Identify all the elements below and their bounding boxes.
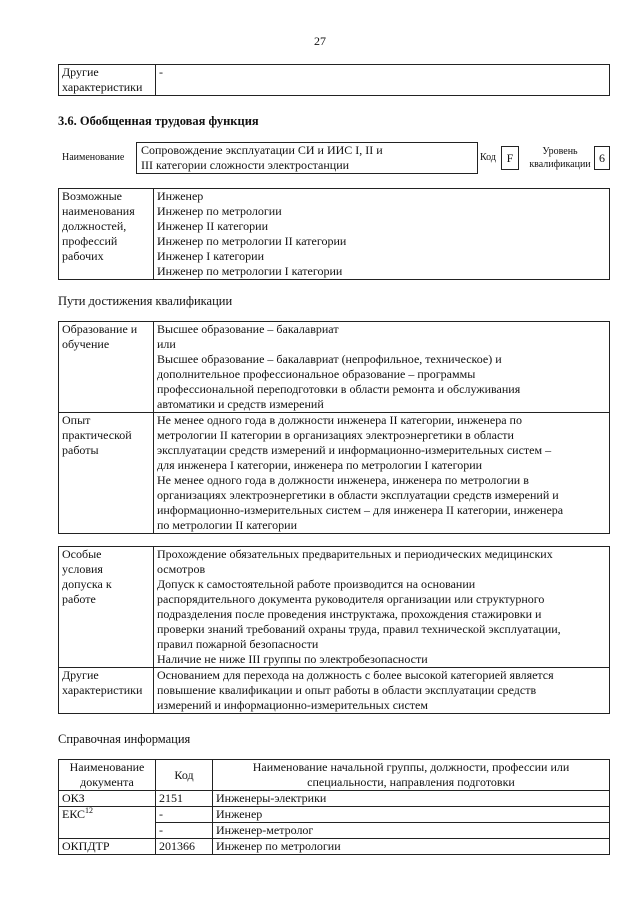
paths-line: дополнительное профессиональное образование – программы (157, 367, 476, 381)
reference-header-code: Код (156, 760, 213, 791)
reference-name-cell: Инженеры-электрики (213, 791, 610, 807)
reference-name-cell: Инженер-метролог (213, 823, 610, 839)
position-item: Инженер II категории (157, 219, 268, 233)
reference-code-cell: - (156, 807, 213, 823)
paths-line: по метрологии II категории (157, 518, 298, 532)
position-item: Инженер по метрологии I категории (157, 264, 343, 278)
reference-name-cell: Инженер по метрологии (213, 839, 610, 855)
reference-title: Справочная информация (58, 732, 191, 746)
level-label (528, 145, 592, 171)
level-label-line-1: Уровень (542, 146, 578, 157)
paths-value-cell (154, 413, 610, 534)
conditions-table (58, 546, 610, 714)
top-label-cell (59, 65, 156, 96)
reference-header-row (59, 760, 610, 791)
top-label-line-1: Другие (62, 65, 99, 79)
paths-line: автоматики и средств измерений (157, 397, 324, 411)
paths-line: организациях электроэнергетики в области эксплуатации средств измерений и (157, 488, 559, 502)
paths-line: профессиональной переподготовки в области ремонта и обслуживания (157, 382, 521, 396)
positions-list-cell (154, 189, 610, 280)
paths-label-line: Опыт (62, 413, 91, 427)
paths-line: Высшее образование – бакалавриат (непрофильное, техническое) и (157, 352, 502, 366)
name-label: Наименование (62, 152, 125, 163)
paths-label-line: обучение (62, 337, 110, 351)
reference-doc-text: ЕКС (62, 807, 86, 821)
reference-code-cell: 201366 (156, 839, 213, 855)
conditions-line: подразделения после проведения инструктажа, прохождения стажировки и (157, 607, 542, 621)
code-label: Код (480, 152, 496, 163)
reference-table (58, 759, 610, 855)
conditions-label-line: Другие (62, 668, 99, 682)
conditions-line: измерений и информационно-измерительных систем (157, 698, 428, 712)
reference-doc-cell: ОКЗ (59, 791, 156, 807)
paths-line: эксплуатации средств измерений и информационно-измерительных систем – (157, 443, 552, 457)
paths-line: Не менее одного года в должности инженера, инженера по метрологии в (157, 473, 529, 487)
page-number: 27 (314, 34, 326, 48)
paths-row-education (59, 322, 610, 413)
paths-line: для инженера I категории, инженера по метрологии I категории (157, 458, 483, 472)
paths-line: информационно-измерительных систем – для инженера II категории, инженера (157, 503, 564, 517)
paths-label-cell (59, 322, 154, 413)
conditions-label-line: Особые (62, 547, 102, 561)
paths-label-cell (59, 413, 154, 534)
top-characteristics-table (58, 64, 610, 96)
conditions-value-cell (154, 668, 610, 714)
paths-label-line: работы (62, 443, 99, 457)
positions-label-line: наименования (62, 204, 135, 218)
paths-table (58, 321, 610, 534)
positions-table (58, 188, 610, 280)
conditions-label-line: допуска к (62, 577, 112, 591)
conditions-row-other (59, 668, 610, 714)
conditions-label-cell (59, 668, 154, 714)
top-label-line-2: характеристики (62, 80, 143, 94)
position-item: Инженер по метрологии II категории (157, 234, 347, 248)
level-label-line-2: квалификации (529, 159, 591, 170)
reference-header-name (213, 760, 610, 791)
conditions-line: Прохождение обязательных предварительных и периодических медицинских (157, 547, 553, 561)
reference-doc-cell: ОКПДТР (59, 839, 156, 855)
top-value-cell: - (156, 65, 610, 96)
reference-code-cell: - (156, 823, 213, 839)
positions-label-line: должностей, (62, 219, 127, 233)
paths-line: или (157, 337, 176, 351)
conditions-value-cell (154, 547, 610, 668)
function-name-box (136, 142, 478, 174)
paths-title: Пути достижения квалификации (58, 294, 233, 308)
conditions-line: Наличие не ниже III группы по электробезопасности (157, 652, 428, 666)
paths-line: метрологии II категории в организациях электроэнергетики в области (157, 428, 514, 442)
position-item: Инженер по метрологии (157, 204, 282, 218)
reference-header-doc (59, 760, 156, 791)
reference-header-doc-line: Наименование (69, 760, 145, 774)
positions-label-cell (59, 189, 154, 280)
conditions-label-line: характеристики (62, 683, 143, 697)
reference-row (59, 807, 610, 823)
reference-header-name-line: специальности, направления подготовки (307, 775, 515, 789)
conditions-label-line: условия (62, 562, 103, 576)
paths-label-line: Образование и (62, 322, 138, 336)
positions-label-line: рабочих (62, 249, 104, 263)
function-name-line-2: III категории сложности электростанции (141, 158, 350, 172)
paths-line: Не менее одного года в должности инженера II категории, инженера по (157, 413, 522, 427)
position-item: Инженер I категории (157, 249, 264, 263)
paths-label-line: практической (62, 428, 132, 442)
level-value-box: 6 (594, 146, 610, 170)
position-item: Инженер (157, 189, 204, 203)
section-title: 3.6. Обобщенная трудовая функция (58, 114, 259, 128)
conditions-line: Допуск к самостоятельной работе производится на основании (157, 577, 476, 591)
reference-doc-cell (59, 807, 156, 839)
conditions-line: проверки знаний требований охраны труда, правил технической эксплуатации, (157, 622, 561, 636)
conditions-line: осмотров (157, 562, 206, 576)
reference-name-cell: Инженер (213, 807, 610, 823)
paths-line: Высшее образование – бакалавриат (157, 322, 339, 336)
conditions-row-admission (59, 547, 610, 668)
conditions-line: Основанием для перехода на должность с более высокой категорией является (157, 668, 554, 682)
positions-label-line: Возможные (62, 189, 122, 203)
reference-header-doc-line: документа (80, 775, 134, 789)
paths-row-experience (59, 413, 610, 534)
conditions-label-line: работе (62, 592, 96, 606)
reference-row (59, 839, 610, 855)
reference-row (59, 791, 610, 807)
code-value-box: F (501, 146, 519, 170)
reference-header-name-line: Наименование начальной группы, должности, профессии или (252, 760, 570, 774)
conditions-line: распорядительного документа руководителя организации или структурного (157, 592, 545, 606)
reference-code-cell: 2151 (156, 791, 213, 807)
function-name-line-1: Сопровождение эксплуатации СИ и ИИС I, II и (141, 143, 383, 157)
footnote-marker: 12 (85, 806, 94, 815)
conditions-line: правил пожарной безопасности (157, 637, 319, 651)
positions-label-line: профессий (62, 234, 118, 248)
conditions-line: повышение квалификации и опыт работы в области эксплуатации средств (157, 683, 537, 697)
paths-value-cell (154, 322, 610, 413)
conditions-label-cell (59, 547, 154, 668)
